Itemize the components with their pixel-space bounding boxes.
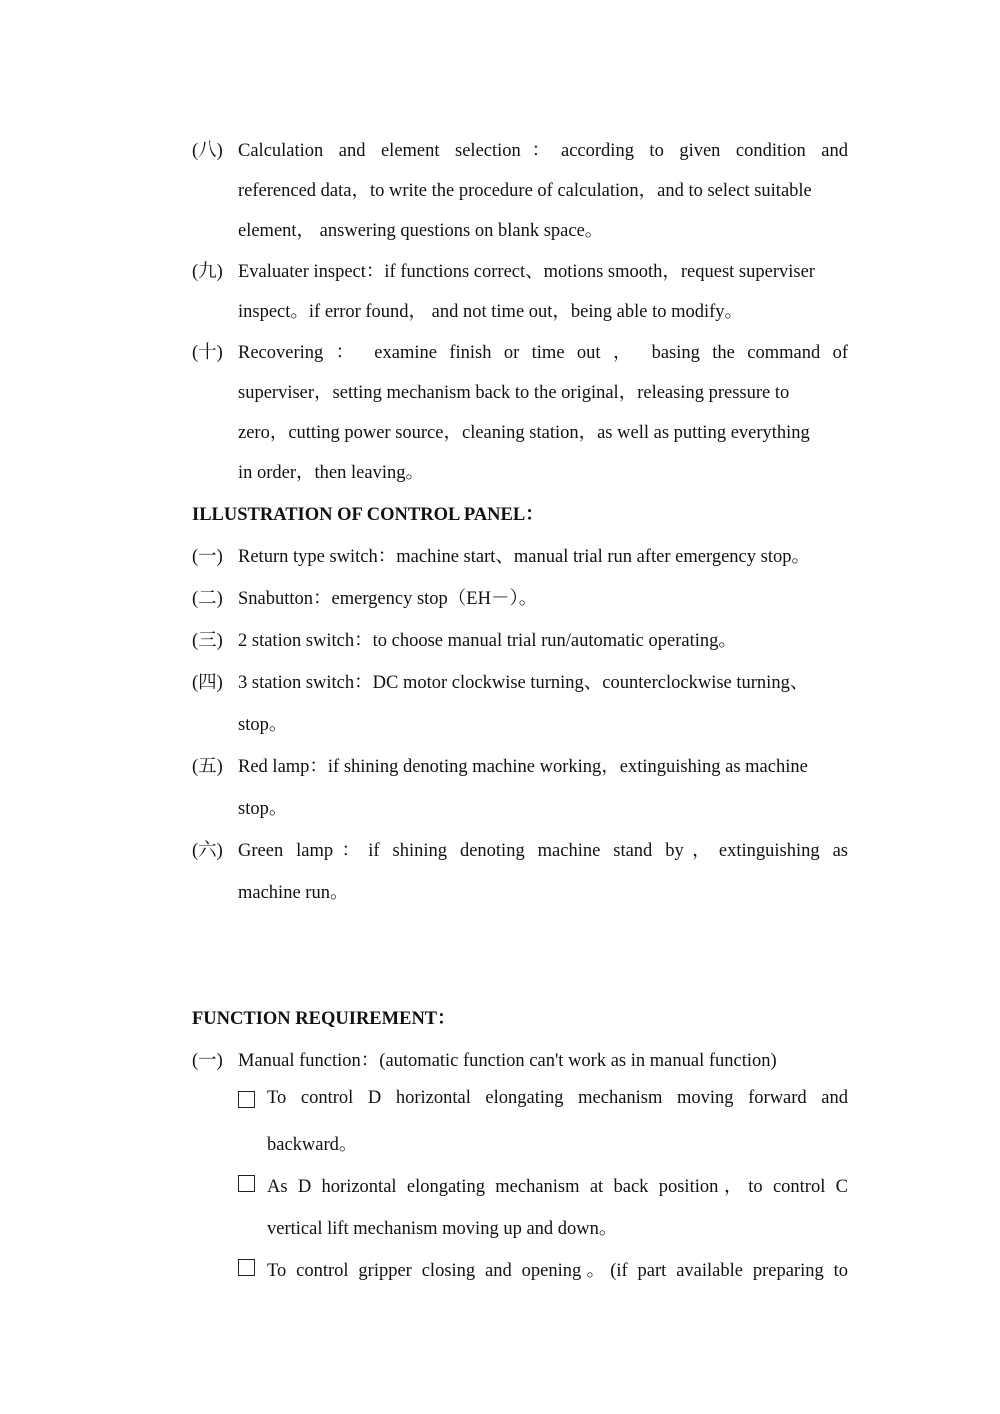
checkbox-icon [238,1259,255,1276]
checkbox-icon [238,1091,255,1108]
item-text-line: Evaluater inspect：if functions correct、motions smooth，request superviser [238,262,815,282]
item-marker: (六) [192,841,223,861]
item-text-line: 2 station switch：to choose manual trial run/automatic operating。 [238,631,737,651]
checkbox-icon [238,1175,255,1192]
item-marker: (三) [192,631,223,651]
item-marker: (二) [192,589,223,609]
item-text-line: Green lamp：if shining denoting machine stand by，extinguishing as [238,841,848,861]
checklist-text-line: backward。 [267,1135,358,1155]
function-requirement-heading: FUNCTION REQUIREMENT： [192,1009,456,1029]
item-text-line: in order，then leaving。 [238,463,424,483]
item-text-line: Calculation and element selection：according to given condition and [238,141,848,161]
item-text-line: referenced data，to write the procedure of calculation，and to select suitable [238,181,812,201]
item-text-line: inspect。if error found， and not time out，being able to modify。 [238,302,744,322]
item-marker: (八) [192,141,223,161]
item-text-line: machine run。 [238,883,349,903]
item-text-line: zero，cutting power source，cleaning station，as well as putting everything [238,423,810,443]
item-text-line: superviser，setting mechanism back to the original，releasing pressure to [238,383,790,403]
item-text-line: Manual function：(automatic function can't work as in manual function) [238,1051,777,1071]
checklist-text-line: To control gripper closing and opening。(if part available preparing to [267,1261,848,1281]
checklist-text-line: vertical lift mechanism moving up and down。 [267,1219,618,1239]
item-text-line: 3 station switch：DC motor clockwise turning、counterclockwise turning、 [238,673,809,693]
item-marker: (一) [192,547,223,567]
item-marker: (十) [192,343,223,363]
item-text-line: Snabutton：emergency stop（EH－）。 [238,589,538,609]
item-text-line: stop。 [238,799,288,819]
item-text-line: element， answering questions on blank space。 [238,221,604,241]
item-marker: (五) [192,757,223,777]
item-text-line: Red lamp：if shining denoting machine working，extinguishing as machine [238,757,808,777]
item-text-line: stop。 [238,715,288,735]
item-marker: (四) [192,673,223,693]
control-panel-heading: ILLUSTRATION OF CONTROL PANEL： [192,505,544,525]
checklist-text-line: As D horizontal elongating mechanism at back position，to control C [267,1177,848,1197]
item-marker: (九) [192,262,223,282]
item-text-line: Recovering ： examine finish or time out ， basing the command of [238,343,848,363]
item-text-line: Return type switch：machine start、manual trial run after emergency stop。 [238,547,810,567]
item-marker: (一) [192,1051,223,1071]
checklist-text-line: To control D horizontal elongating mechanism moving forward and [267,1088,848,1108]
